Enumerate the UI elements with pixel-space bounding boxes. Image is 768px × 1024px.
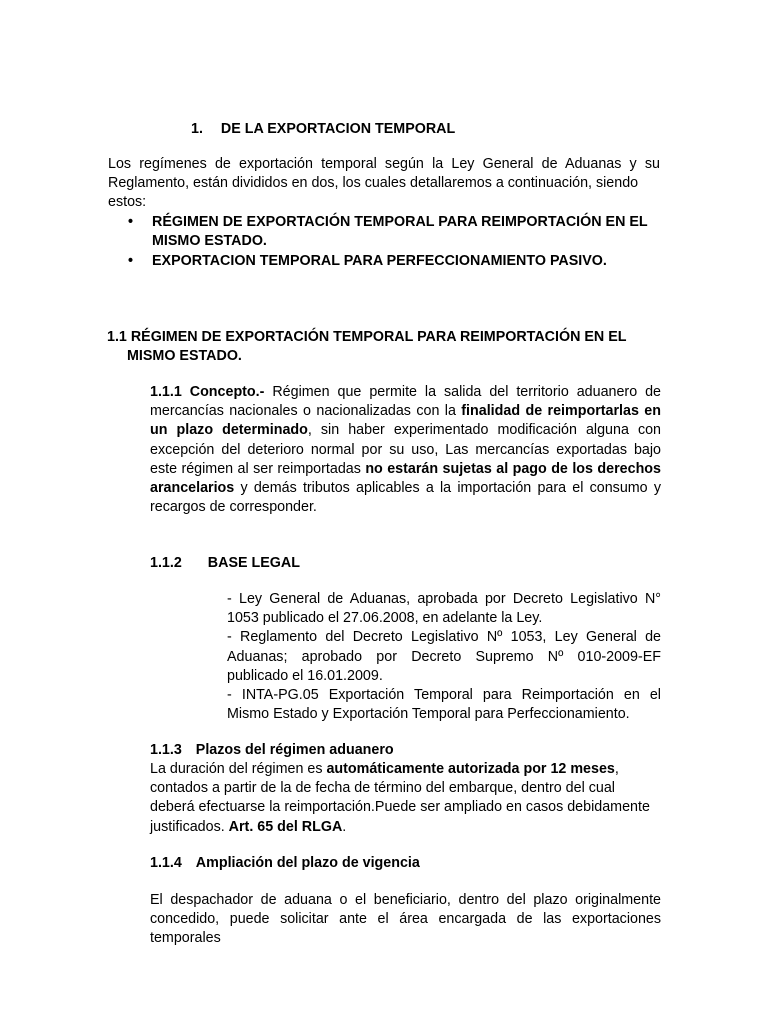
bullet-marker-1: • — [128, 214, 134, 230]
base-legal-item-3: - INTA-PG.05 Exportación Temporal para Reimportación en el Mismo Estado y Exportación Temporal para Perfeccionamiento. — [227, 687, 661, 723]
plazos-title: Plazos del régimen aduanero — [195, 742, 394, 758]
base-legal-item-1: - Ley General de Aduanas, aprobada por Decreto Legislativo N° 1053 publicado el 27.06.2008, en adelante la Ley. — [227, 591, 661, 627]
section-1-1-line-2: MISMO ESTADO. — [127, 348, 242, 365]
concepto-label: 1.1.1 Concepto.- — [150, 384, 265, 400]
concepto-paragraph — [150, 383, 661, 517]
plazos-heading — [150, 741, 394, 760]
ampliacion-title: Ampliación del plazo de vigencia — [195, 855, 420, 871]
concepto-text-1: Régimen que permite la salida del territorio aduanero de mercancías nacionales o nacionalizadas con la — [150, 384, 661, 420]
heading-text: DE LA EXPORTACION TEMPORAL — [220, 121, 456, 137]
ampliacion-number: 1.1.4 — [150, 855, 182, 871]
plazos-paragraph — [150, 760, 662, 837]
concepto-bold-1: finalidad de reimportarlas en un plazo determinado — [150, 403, 661, 439]
concepto-text-3: y demás tributos aplicables a la importación para el consumo y recargos de corresponder. — [150, 480, 661, 516]
plazos-text-1: La duración del régimen es — [150, 761, 327, 777]
base-legal-item-2: - Reglamento del Decreto Legislativo Nº 1053, Ley General de Aduanas; aprobado por Decreto Supremo Nº 010-2009-EF publicado el 16.01.2009. — [227, 629, 661, 684]
plazos-number: 1.1.3 — [150, 742, 182, 758]
ampliacion-heading — [150, 854, 420, 873]
plazos-text-3: . — [342, 818, 347, 835]
plazos-bold-2: Art. 65 del RLGA — [228, 818, 343, 835]
heading-number: 1. — [191, 121, 203, 137]
bullet-marker-2: • — [128, 253, 134, 269]
base-legal-list — [227, 590, 661, 724]
section-heading-1 — [191, 120, 455, 139]
concepto-bold-2: no estarán sujetas al pago de los derechos arancelarios — [150, 460, 661, 497]
base-legal-heading — [150, 554, 300, 573]
concepto-text-2: , sin haber experimentado modificación alguna con excepción del deterioro normal por su uso, Las mercancías exportadas bajo este régimen al ser reimportadas — [150, 422, 661, 477]
intro-paragraph — [108, 155, 660, 213]
bullet-1-line-2: MISMO ESTADO. — [152, 233, 267, 250]
plazos-text-2: , contados a partir de la de fecha de término del embarque, dentro del cual deberá efectuarse la reimportación.Puede ser ampliado en casos debidamente justificados. — [150, 761, 650, 835]
intro-line-2: Reglamento, están divididos en dos, los cuales detallaremos a continuación, siendo estos: — [108, 175, 639, 211]
bullet-item-1 — [152, 213, 672, 251]
section-1-1-line-1: 1.1 RÉGIMEN DE EXPORTACIÓN TEMPORAL PARA REIMPORTACIÓN EN EL — [107, 329, 627, 345]
bullet-1-line-1: RÉGIMEN DE EXPORTACIÓN TEMPORAL PARA REIMPORTACIÓN EN EL — [152, 214, 648, 230]
bullet-2-line-1: EXPORTACION TEMPORAL PARA PERFECCIONAMIENTO PASIVO. — [152, 253, 607, 269]
ampliacion-paragraph — [150, 891, 661, 949]
plazos-bold-1: automáticamente autorizada por 12 meses — [326, 761, 615, 777]
section-heading-1-1 — [107, 328, 667, 366]
bullet-item-2 — [152, 252, 672, 271]
intro-line-1: Los regímenes de exportación temporal según la Ley General de Aduanas y su — [108, 156, 660, 172]
base-legal-title: BASE LEGAL — [207, 555, 300, 571]
base-legal-number: 1.1.2 — [150, 555, 182, 571]
ampliacion-text: El despachador de aduana o el beneficiario, dentro del plazo originalmente concedido, puede solicitar ante el área encargada de las exportaciones temporales — [150, 892, 661, 947]
